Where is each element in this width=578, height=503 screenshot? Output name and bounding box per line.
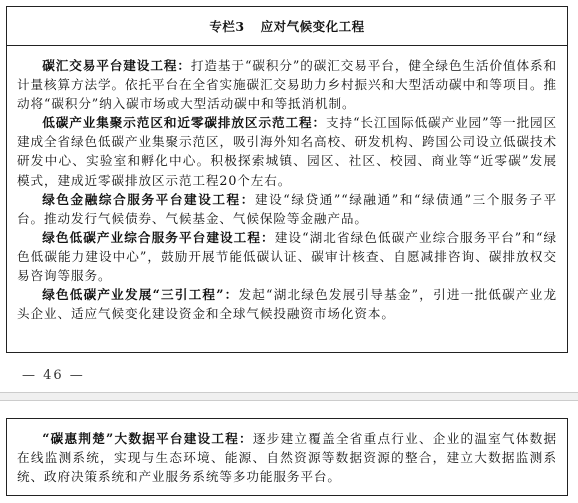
project-paragraph [17, 190, 557, 228]
project-body: 打造基于“碳积分”的碳汇交易平台，健全绿色生活价值体系和计量核算方法学。依托平台在全省实施碳汇交易助力乡村振兴和大型活动碳中和等项目。推动将“碳积分”纳入碳市场或大型活动碳中和等抵消机制。 [17, 58, 557, 112]
project-title: 绿色金融综合服务平台建设工程： [42, 191, 255, 207]
project-title: “碳惠荆楚”大数据平台建设工程： [42, 431, 253, 446]
project-body: 发起“湖北绿色发展引导基金”，引进一批低碳产业龙头企业、适应气候变化建设资金和全球气候投融资市场化资本。 [17, 287, 557, 322]
project-paragraph [17, 113, 557, 189]
project-body: 建设“绿贷通”“绿融通”和“绿债通”三个服务子平台。推动发行气候债券、气候基金、气候保险等金融产品。 [17, 191, 558, 226]
page-divider [0, 392, 578, 401]
box-label: 专栏3 [209, 19, 245, 34]
project-title: 碳汇交易平台建设工程： [42, 58, 191, 73]
box-body [7, 46, 567, 323]
feature-box [6, 6, 568, 353]
project-body: 逐步建立覆盖全省重点行业、企业的温室气体数据在线监测系统，实现与生态环境、能源、自然资源等数据资源的整合，建立大数据监测系统、政府决策系统和产业服务系统等多功能服务平台。 [17, 431, 557, 485]
box-header [7, 7, 567, 46]
project-title: 低碳产业集聚示范区和近零碳排放区示范工程： [42, 115, 327, 131]
project-paragraph [17, 228, 557, 285]
project-body: 支持“长江国际低碳产业园”等一批园区建成全省绿色低碳产业集聚示范区，吸引海外知名高校、研发机构、跨国公司设立低碳技术研发中心、实验室和孵化中心。积极探索城镇、园区、社区、校园、商业等“近零碳”发展模式，建成近零碳排放区示范工程20个左右。 [17, 115, 557, 188]
feature-box-continued [6, 418, 568, 496]
page-number: — 46 — [22, 368, 85, 383]
project-body: 建设“湖北省绿色低碳产业综合服务平台”和“绿色低碳能力建设中心”，鼓励开展节能低碳认证、碳审计核查、自愿减排咨询、碳排放权交易咨询等服务。 [17, 229, 557, 284]
project-paragraph [17, 429, 557, 486]
box-title: 应对气候变化工程 [260, 19, 365, 34]
project-title: 绿色低碳产业综合服务平台建设工程： [42, 229, 275, 245]
project-title: 绿色低碳产业发展“三引工程”： [42, 287, 239, 303]
project-paragraph [17, 56, 557, 113]
project-paragraph [17, 285, 557, 323]
